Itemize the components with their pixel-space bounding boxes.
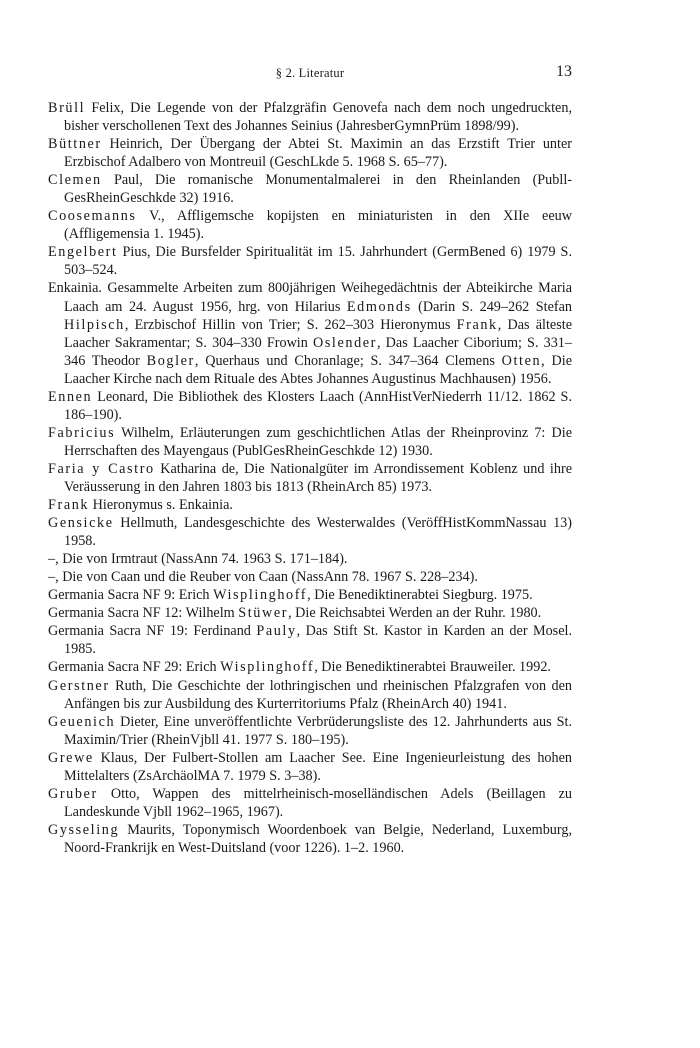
entry-text: Paul, Die romanische Monumentalmalerei in den Rheinlanden (PubllGesRheinGeschkde 32) 1916. bbox=[64, 172, 572, 207]
bibliography-entry bbox=[48, 550, 572, 568]
entry-text: , Die Reichsabtei Werden an der Ruhr. 1980. bbox=[288, 605, 542, 622]
bibliography-entry bbox=[48, 568, 572, 586]
entry-text: , Querhaus und Choranlage; S. 347–364 Clemens bbox=[194, 352, 502, 369]
entry-text: Hieronymus s. Enkainia. bbox=[89, 497, 233, 514]
entry-text: , Erzbischof Hillin von Trier; S. 262–303 Hieronymus bbox=[124, 316, 457, 333]
entry-text: –, Die von Caan und die Reuber von Caan (NassAnn 78. 1967 S. 228–234). bbox=[48, 569, 478, 586]
entry-text: V., Affligemsche kopijsten en miniaturisten in den XIIe eeuw (Affligemensia 1. 1945). bbox=[64, 208, 572, 243]
bibliography-entry bbox=[48, 460, 572, 496]
author-name: Bogler bbox=[146, 352, 195, 369]
bibliography-entry bbox=[48, 658, 572, 676]
author-name: Coosemanns bbox=[48, 208, 137, 225]
page-header bbox=[48, 63, 572, 86]
author-name: Gruber bbox=[48, 785, 98, 802]
author-name: Stüwer bbox=[238, 605, 289, 622]
entry-text: Katharina de, Die Nationalgüter im Arrondissement Koblenz und ihre Veräusserung in den Jahren 1803 bis 1813 (RheinArch 85) 1973. bbox=[64, 460, 572, 495]
bibliography-entry bbox=[48, 243, 572, 279]
entry-text: Leonard, Die Bibliothek des Klosters Laach (AnnHistVerNiederrh 11/12. 1862 S. 186–190). bbox=[64, 388, 572, 423]
bibliography-entry bbox=[48, 496, 572, 514]
entry-text: Heinrich, Der Übergang der Abtei St. Maximin an das Erzstift Trier unter Erzbischof Adalbero von Montreuil (GeschLkde 5. 1968 S. 65–77). bbox=[64, 136, 572, 171]
author-name: Edmonds bbox=[346, 298, 412, 315]
entry-text: Pius, Die Bursfelder Spiritualität im 15. Jahrhundert (GermBened 6) 1979 S. 503–524. bbox=[64, 244, 572, 279]
author-name: Gysseling bbox=[48, 821, 120, 838]
bibliography-entry bbox=[48, 604, 572, 622]
entry-text: Germania Sacra NF 12: Wilhelm bbox=[48, 605, 239, 622]
author-name: Frank bbox=[456, 316, 498, 333]
author-name: Frank bbox=[48, 497, 90, 514]
bibliography-entry bbox=[48, 586, 572, 604]
entry-text: –, Die von Irmtraut (NassAnn 74. 1963 S. 171–184). bbox=[48, 551, 348, 568]
entry-text: Enkainia. Gesammelte Arbeiten zum 800jährigen Weihegedächtnis der Abteikirche Maria Laach am 24. August 1956, hrg. von Hilarius bbox=[48, 280, 572, 315]
author-name: Gensicke bbox=[48, 515, 114, 532]
entry-text: , Das Stift St. Kastor in Karden an der Mosel. 1985. bbox=[64, 623, 572, 658]
entry-text: Hellmuth, Landesgeschichte des Westerwaldes (VeröffHistKommNassau 13) 1958. bbox=[64, 515, 572, 550]
author-name: Pauly bbox=[256, 623, 297, 640]
bibliography-entry bbox=[48, 785, 572, 821]
bibliography-entry bbox=[48, 135, 572, 171]
author-name: Wisplinghoff bbox=[220, 659, 315, 676]
bibliography-entry bbox=[48, 279, 572, 387]
author-name: Hilpisch bbox=[64, 316, 125, 333]
entry-text: Germania Sacra NF 9: Erich bbox=[48, 587, 214, 604]
bibliography-entry bbox=[48, 677, 572, 713]
entry-text: Otto, Wappen des mittelrheinisch-moselländischen Adels (Beillagen zu Landeskunde Vjbll 1962–1965, 1967). bbox=[64, 785, 572, 820]
bibliography-entry bbox=[48, 622, 572, 658]
entry-text: Dieter, Eine unveröffentlichte Verbrüderungsliste des 12. Jahrhunderts aus St. Maximin/Trier (RheinVjbll 41. 1977 S. 180–195). bbox=[64, 713, 572, 748]
author-name: Büttner bbox=[48, 136, 102, 153]
bibliography-entry bbox=[48, 388, 572, 424]
entry-text: Ruth, Die Geschichte der lothringischen und rheinischen Pfalzgrafen von den Anfängen bis zur Ausbildung des Kurterritoriums Pfalz (RheinArch 40) 1941. bbox=[64, 677, 572, 712]
bibliography-entry bbox=[48, 821, 572, 857]
bibliography-entry bbox=[48, 171, 572, 207]
author-name: Oslender bbox=[312, 334, 377, 351]
author-name: Engelbert bbox=[48, 244, 118, 261]
bibliography-entry bbox=[48, 207, 572, 243]
author-name: Otten bbox=[501, 352, 542, 369]
entry-text: Germania Sacra NF 19: Ferdinand bbox=[48, 623, 257, 640]
bibliography-entry bbox=[48, 424, 572, 460]
entry-text: , Die Benediktinerabtei Siegburg. 1975. bbox=[307, 587, 533, 604]
author-name: Faria y Castro bbox=[48, 460, 155, 477]
bibliography-entry bbox=[48, 749, 572, 785]
author-name: Fabricius bbox=[48, 424, 116, 441]
bibliography-list bbox=[48, 99, 572, 857]
bibliography-entry bbox=[48, 713, 572, 749]
entry-text: , Das Laacher Ciborium; S. 331–346 Theodor bbox=[64, 334, 572, 369]
entry-text: Maurits, Toponymisch Woordenboek van Belgie, Nederland, Luxemburg, Noord-Frankrijk en West-Duitsland (voor 1226). 1–2. 1960. bbox=[64, 821, 572, 856]
entry-text: Germania Sacra NF 29: Erich bbox=[48, 659, 221, 676]
entry-text: Klaus, Der Fulbert-Stollen am Laacher See. Eine Ingenieurleistung des hohen Mittelalters (ZsArchäolMA 7. 1979 S. 3–38). bbox=[64, 749, 572, 784]
entry-text: (Darin S. 249–262 Stefan bbox=[411, 298, 572, 315]
bibliography-entry bbox=[48, 514, 572, 550]
entry-text: , Das älteste Laacher Sakramentar; S. 304–330 Frowin bbox=[64, 316, 572, 351]
bibliography-entry bbox=[48, 99, 572, 135]
author-name: Clemen bbox=[48, 172, 102, 189]
author-name: Grewe bbox=[48, 749, 94, 766]
entry-text: , Die Laacher Kirche nach dem Rituale des Abtes Johannes Augustinus Machhausen) 1956. bbox=[64, 352, 572, 387]
running-head: § 2. Literatur bbox=[275, 66, 345, 80]
author-name: Gerstner bbox=[48, 677, 110, 694]
author-name: Brüll bbox=[48, 100, 86, 116]
entry-text: , Die Benediktinerabtei Brauweiler. 1992. bbox=[314, 659, 551, 676]
author-name: Geuenich bbox=[48, 713, 116, 730]
author-name: Wisplinghoff bbox=[213, 587, 308, 604]
entry-text: Felix, Die Legende von der Pfalzgräfin Genovefa nach dem noch ungedruckten, bisher verschollenen Text des Johannes Seinius (JahresberGymnPrüm 1898/99). bbox=[64, 100, 572, 135]
entry-text: Wilhelm, Erläuterungen zum geschichtlichen Atlas der Rheinprovinz 7: Die Herrschaften des Mayengaus (PublGesRheinGeschkde 12) 1930. bbox=[64, 424, 572, 459]
page-number: 13 bbox=[556, 63, 572, 80]
author-name: Ennen bbox=[48, 388, 93, 405]
